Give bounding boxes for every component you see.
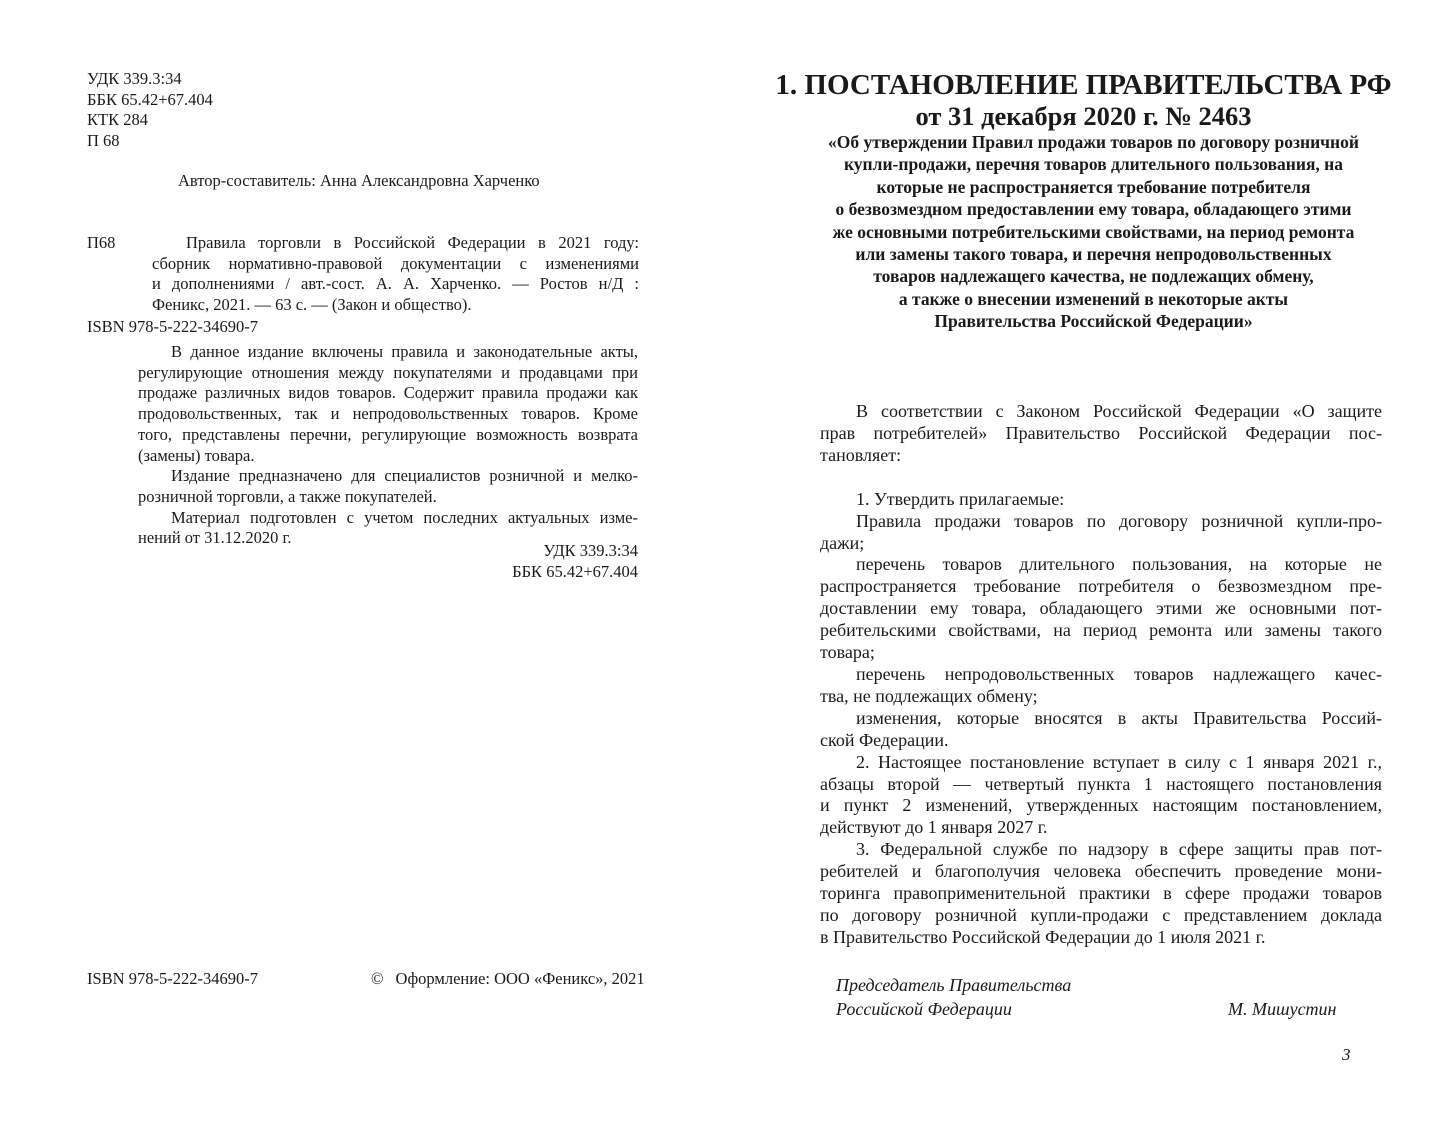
subtitle-line: купли-продажи, перечня товаров длительного пользования, на [843, 154, 1344, 175]
body-line: 1. Утвердить прилагаемые: [856, 488, 1065, 509]
body-line: 3. Федеральной службе по надзору в сфере защиты прав пот- [856, 839, 1382, 860]
annotation-line: регулирующие отношения между покупателями и продавцами при [138, 362, 638, 382]
body-line: распространяется требование потребителя о безвозмездном пре- [820, 576, 1382, 597]
subtitle-line: же основными потребительскими свойствами, на период ремонта [832, 221, 1355, 242]
body-line: прав потребителей» Правительство Российской Федерации пос- [820, 422, 1382, 443]
body-line: действуют до 1 января 2027 г. [820, 817, 1048, 838]
document-date: от 31 декабря 2020 г. № 2463 [915, 101, 1252, 131]
annotation-line: В данное издание включены правила и законодательные акты, [171, 342, 638, 361]
body-line: товара; [820, 642, 875, 663]
copyright-line [371, 969, 645, 989]
paragraph-gap [820, 467, 1382, 489]
body-line: ребительскими свойствами, на период ремонта или замены такого [820, 620, 1382, 641]
bibliographic-description [152, 233, 639, 315]
udk-code: УДК 339.3:34 [87, 69, 182, 88]
subtitle-line: или замены такого товара, и перечня непродовольственных [855, 244, 1332, 265]
classification-codes [87, 69, 213, 151]
bib-line: Правила торговли в Российской Федерации в 2021 году: [186, 233, 639, 252]
left-page [0, 0, 722, 1129]
body-line: тва, не подлежащих обмену; [820, 685, 1038, 706]
isbn-top: ISBN 978-5-222-34690-7 [87, 317, 258, 336]
body-line: перечень товаров длительного пользования, на которые не [856, 554, 1382, 575]
document-body [820, 401, 1382, 949]
body-line: тановляет: [820, 444, 902, 465]
signature-title: Российской Федерации [836, 999, 1012, 1019]
signature-name: М. Мишустин [1228, 999, 1337, 1019]
subtitle-line: а также о внесении изменений в некоторые акты [898, 288, 1289, 309]
subtitle-line: которые не распространяется требование потребителя [876, 176, 1311, 197]
bbk-code: ББК 65.42+67.404 [512, 562, 638, 581]
annotation-line: розничной торговли, а также покупателей. [138, 486, 437, 506]
subtitle-line: о безвозмездном предоставлении ему товара, обладающего этими [835, 199, 1352, 220]
udk-code: УДК 339.3:34 [543, 541, 638, 560]
annotation-line: нений от 31.12.2020 г. [138, 528, 292, 548]
document-title: 1. ПОСТАНОВЛЕНИЕ ПРАВИТЕЛЬСТВА РФ [775, 69, 1392, 101]
author-line: Автор-составитель: Анна Александровна Харченко [178, 171, 540, 190]
copyright-text: Оформление: ООО «Феникс», 2021 [395, 969, 645, 988]
signature-block [836, 973, 1071, 1021]
body-line: и пункт 2 изменений, утвержденных настоящим постановлением, [820, 795, 1382, 816]
annotation-line: Издание предназначено для специалистов розничной и мелко- [171, 466, 638, 486]
bib-line: сборник нормативно-правовой документации с изменениями [152, 253, 639, 273]
copyright-icon: © [371, 969, 384, 988]
annotation-line: Материал подготовлен с учетом последних актуальных изме- [171, 507, 638, 527]
annotation-line: продаже различных видов товаров. Содержит правила продажи как [138, 383, 638, 403]
document-subtitle [782, 131, 1405, 333]
body-line: дажи; [820, 532, 865, 553]
signature-title: Председатель Правительства [836, 975, 1072, 995]
body-line: изменения, которые вносятся в акты Правительства Россий- [856, 707, 1382, 728]
bbk-code: ББК 65.42+67.404 [87, 89, 213, 109]
bib-line: Феникс, 2021. — 63 с. — (Закон и общество). [152, 294, 472, 314]
body-line: ребителей и благополучия человека обеспечить проведение мони- [820, 861, 1382, 882]
author-mark: П 68 [87, 130, 120, 150]
annotation-line: (замены) товара. [138, 445, 255, 465]
right-page [722, 0, 1445, 1129]
body-line: по договору розничной купли-продажи с представлением доклада [820, 904, 1382, 925]
body-line: доставлении ему товара, обладающего этими же основными пот- [820, 598, 1382, 619]
page-number: 3 [1342, 1045, 1351, 1064]
ktk-code: КТК 284 [87, 110, 148, 129]
body-line: абзацы второй — четвертый пункта 1 настоящего постановления [820, 773, 1382, 794]
classification-codes-bottom [430, 540, 638, 582]
body-line: в Правительство Российской Федерации до 1 июля 2021 г. [820, 926, 1266, 947]
body-line: торинга правоприменительной практики в сфере продажи товаров [820, 883, 1382, 904]
subtitle-line: Правительства Российской Федерации» [934, 311, 1253, 332]
isbn-bottom: ISBN 978-5-222-34690-7 [87, 969, 258, 988]
annotation-line: того, представлены перечни, регулирующие возможность возврата [138, 424, 638, 444]
subtitle-line: товаров надлежащего качества, не подлежащих обмену, [873, 266, 1314, 287]
body-line: 2. Настоящее постановление вступает в силу с 1 января 2021 г., [856, 751, 1382, 772]
body-line: Правила продажи товаров по договору розничной купли-про- [856, 510, 1382, 531]
body-line: перечень непродовольственных товаров надлежащего качес- [856, 663, 1382, 684]
body-line: ской Федерации. [820, 729, 949, 750]
annotation-line: продовольственных, так и непродовольственных товаров. Кроме [138, 404, 638, 424]
body-line: В соответствии с Законом Российской Федерации «О защите [856, 401, 1382, 421]
bib-line: и дополнениями / авт.-сост. А. А. Харченко. — Ростов н/Д : [152, 274, 639, 293]
annotation [138, 342, 638, 549]
subtitle-line: «Об утверждении Правил продажи товаров по договору розничной [828, 132, 1359, 152]
bib-code: П68 [87, 233, 116, 252]
